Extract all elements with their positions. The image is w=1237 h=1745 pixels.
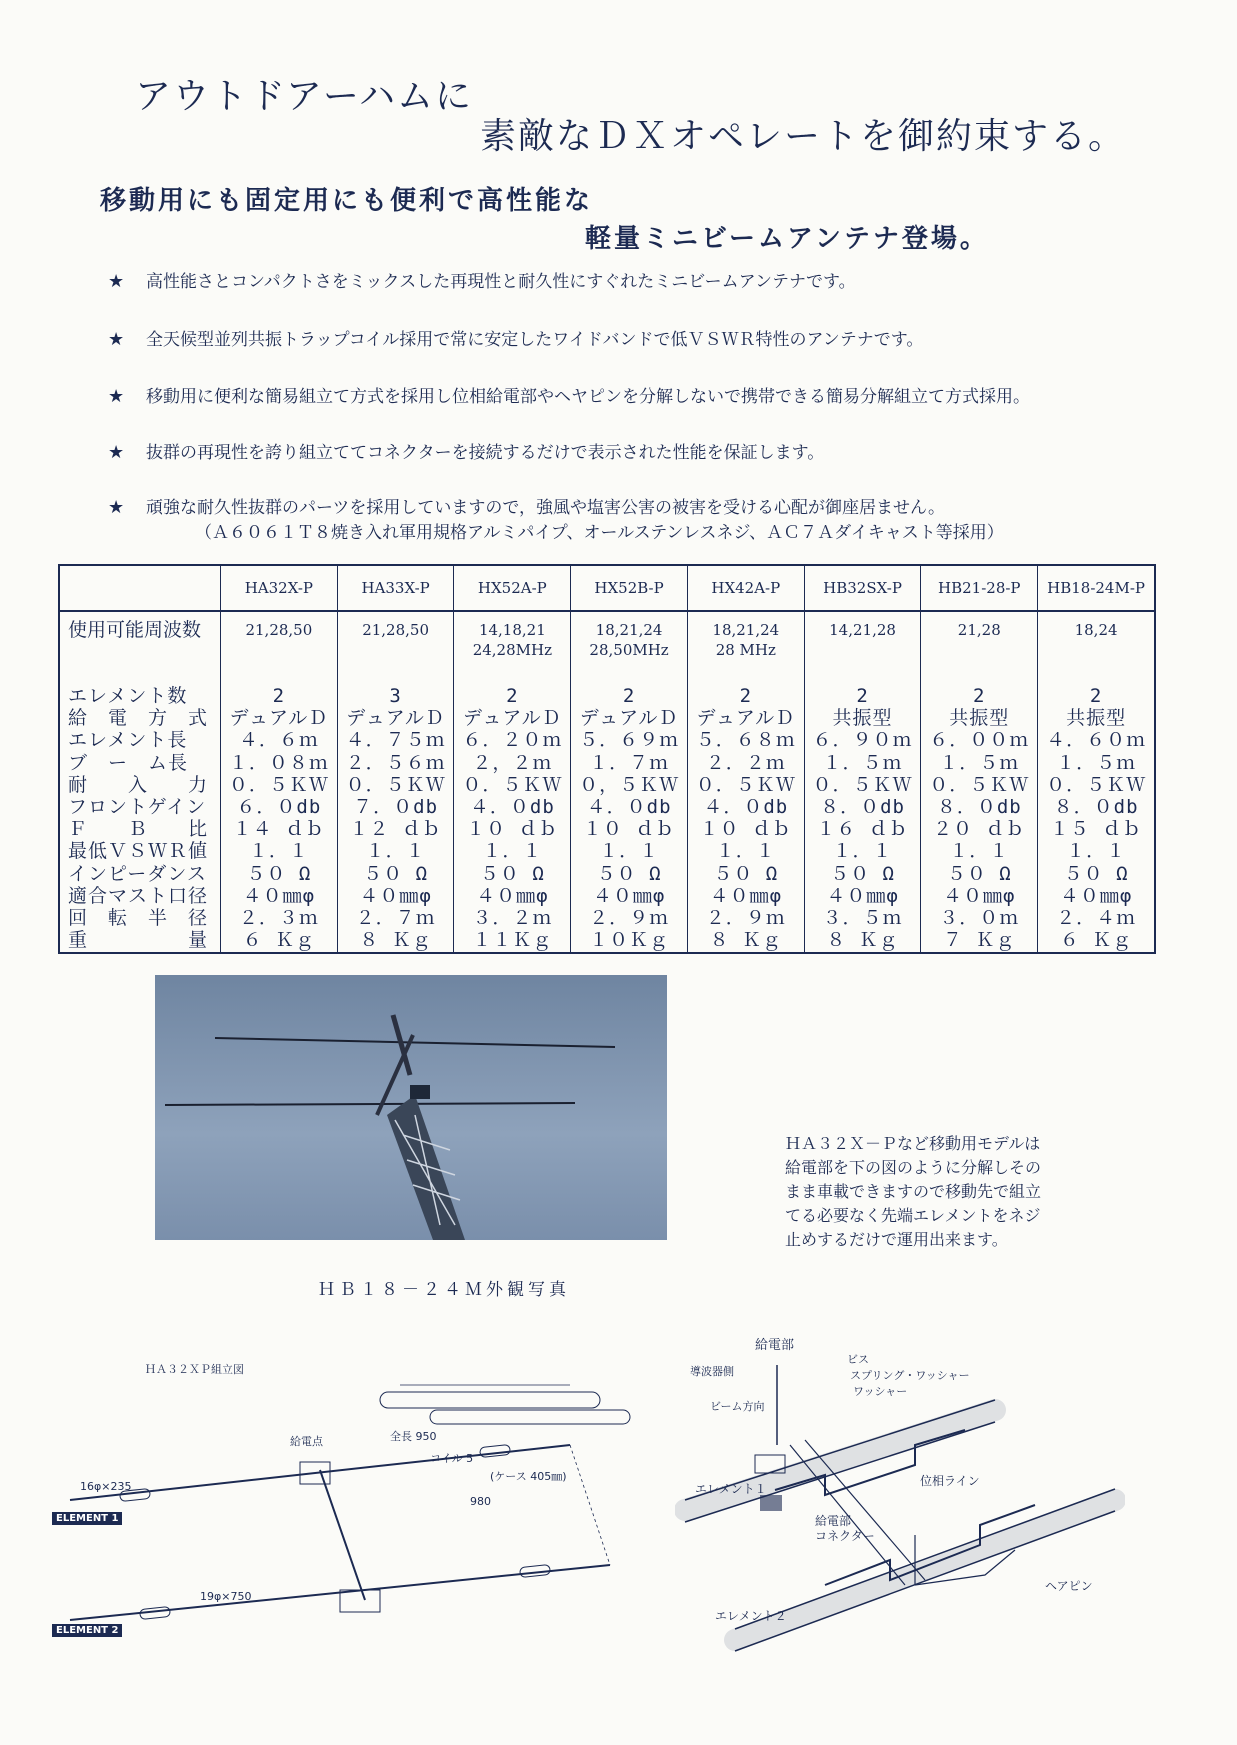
washer-label: ワッシャー [853,1385,908,1398]
spec-cell: ５．６８ｍ [687,730,804,752]
spec-cell: ８ Ｋｇ [804,930,921,953]
freq-line: 18,21,24 [595,621,663,640]
spec-cell: １２ ｄｂ [337,819,454,841]
model-header: HB21-28-P [921,565,1038,611]
spec-row [59,679,1155,707]
spec-row [59,841,1155,863]
spec-cell: １１Ｋｇ [454,930,571,953]
boom-dimension: 980 [470,1495,491,1508]
element2-label: エレメント２ [715,1609,787,1623]
spec-cell: ５０ Ω [571,863,688,885]
spec-cell: 3 [337,679,454,707]
spec-cell: ５０ Ω [921,863,1038,885]
star-icon: ★ [108,497,125,518]
freq-line: 14,18,21 [478,621,546,640]
freq-line: 21,28 [957,621,1001,640]
spec-cell: １０Ｋｇ [571,930,688,953]
element1-tag: ELEMENT 1 [52,1512,122,1525]
spec-cell: ６ Ｋｇ [221,930,338,953]
spec-cell: ４．６０ｍ [1038,730,1155,752]
spec-row [59,707,1155,729]
spec-cell: 共振型 [921,707,1038,729]
spec-cell: ６．００ｍ [921,730,1038,752]
spec-cell: ８．０db [804,796,921,818]
spec-header-row [59,565,1155,611]
spec-cell: １６ ｄｂ [804,819,921,841]
assembly-diagram-svg [50,1350,650,1650]
spec-cell: １０ ｄｂ [571,819,688,841]
assembly-title: ＨＡ３２ＸＰ組立図 [145,1363,244,1376]
hairpin-label: ヘアピン [1045,1579,1093,1593]
spec-cell: ８．０db [1038,796,1155,818]
spec-row-label: エレメント数 [68,684,188,707]
spec-cell: ４０㎜φ [921,885,1038,907]
director-side-label: 導波器側 [690,1365,734,1378]
spec-cell: 2 [221,679,338,707]
freq-line: 28,50MHz [589,641,669,660]
spec-row-label: フロントゲイン [68,795,207,818]
feature-text: 頑強な耐久性抜群のパーツを採用していますので，強風や塩害公害の被害を受ける心配が御座居ません。 [146,498,945,518]
feed-detail-diagram [675,1335,1125,1655]
tube-19-label: 19φ×750 [200,1590,252,1603]
feed-connector-label-1: 給電部 [815,1514,852,1528]
spec-row [59,819,1155,841]
spec-cell: ２．４ｍ [1038,907,1155,929]
spec-cell: ６．０db [221,796,338,818]
spec-cell: ３．５ｍ [804,907,921,929]
spec-cell: 2 [804,679,921,707]
spec-row [59,774,1155,796]
spec-row-label: インピーダンス [68,862,207,885]
spec-cell: １．１ [687,841,804,863]
spec-cell: １．０８ｍ [221,752,338,774]
feature-text: 全天候型並列共振トラップコイル採用で常に安定したワイドバンドで低ＶＳＷＲ特性のアンテナです。 [146,330,924,350]
spec-cell: デュアルＤ [221,707,338,729]
freq-line: 18,24 [1074,621,1118,640]
spec-cell: ７ Ｋｇ [921,930,1038,953]
spec-row-label: 重 量 [68,929,209,952]
freq-cell [1038,611,1155,679]
spec-row [59,863,1155,885]
spec-cell: ４０㎜φ [454,885,571,907]
phase-line-label: 位相ライン [920,1474,980,1488]
headline-line2: 素敵なＤＸオペレートを御約束する。 [480,116,1127,157]
spec-cell: ５０ Ω [221,863,338,885]
spec-cell: ２．９ｍ [687,907,804,929]
model-header: HX52A-P [454,565,571,611]
spec-cell: ２．３ｍ [221,907,338,929]
spec-cell: ４０㎜φ [804,885,921,907]
spec-cell: ０．５ＫＷ [454,774,571,796]
spec-cell: １．７ｍ [571,752,688,774]
spec-cell: ０．５ＫＷ [921,774,1038,796]
spec-cell: ０，５ＫＷ [571,774,688,796]
side-text-line: 給電部を下の図のように分解しその [785,1158,1042,1177]
star-icon: ★ [108,386,125,407]
spec-row [59,907,1155,929]
spec-cell: ５０ Ω [804,863,921,885]
spec-cell: デュアルＤ [687,707,804,729]
feature-item [108,382,1030,407]
spec-cell: ０．５ＫＷ [221,774,338,796]
spec-cell: デュアルＤ [337,707,454,729]
assembly-diagram [50,1350,650,1650]
spec-cell: 2 [921,679,1038,707]
feature-text: 移動用に便利な簡易組立て方式を採用し位相給電部やヘヤピンを分解しないで携帯できる簡易分解組立て方式採用。 [146,387,1030,407]
spec-cell: １．５ｍ [1038,752,1155,774]
spec-cell: ５０ Ω [454,863,571,885]
spec-cell: 2 [454,679,571,707]
spec-cell: ５０ Ω [337,863,454,885]
freq-line: 21,28,50 [245,621,313,640]
side-text-line: ＨＡ３２Ｘ－Ｐなど移動用モデルは [785,1134,1041,1153]
beam-direction-label: ビーム方向 [710,1400,765,1413]
freq-line: 14,21,28 [829,621,896,640]
antenna-photo [155,975,667,1240]
screw-label: ビス [847,1353,869,1366]
spec-cell: ４．６ｍ [221,730,338,752]
spec-cell: 2 [571,679,688,707]
subheadline-line1: 移動用にも固定用にも便利で高性能な [100,186,594,216]
spec-cell: １．１ [571,841,688,863]
spec-cell: １．１ [221,841,338,863]
spec-cell: デュアルＤ [454,707,571,729]
spec-cell: ４０㎜φ [687,885,804,907]
freq-cell [804,611,921,679]
model-header: HA32X-P [221,565,338,611]
feature-text: 抜群の再現性を誇り組立ててコネクターを接続するだけで表示された性能を保証します。 [146,443,825,463]
spec-cell: ２．２ｍ [687,752,804,774]
freq-line: 18,21,24 [712,621,780,640]
star-icon: ★ [108,271,125,292]
feature-item [108,438,824,463]
headline-line1: アウトドアーハムに [135,76,474,117]
freq-cell [337,611,454,679]
spec-cell: ６．９０ｍ [804,730,921,752]
spec-cell: ４．０db [571,796,688,818]
spec-cell: １．１ [921,841,1038,863]
freq-cell [687,611,804,679]
feed-part-label: 給電部 [755,1338,795,1353]
spec-cell: １．１ [1038,841,1155,863]
model-header: HA33X-P [337,565,454,611]
spec-cell: 共振型 [804,707,921,729]
spec-row-label: Ｆ Ｂ 比 [68,818,209,841]
model-header: HX42A-P [687,565,804,611]
spec-cell: １．１ [337,841,454,863]
freq-cell [921,611,1038,679]
spec-cell: 共振型 [1038,707,1155,729]
feature-item [108,325,923,350]
photo-caption: ＨＢ１８－２４Ｍ外観写真 [318,1280,570,1300]
antenna-photo-svg [155,975,667,1240]
spec-cell: １０ ｄｂ [687,819,804,841]
spec-cell: ４０㎜φ [571,885,688,907]
spec-row [59,752,1155,774]
spec-cell: ８．０db [921,796,1038,818]
model-header: HB32SX-P [804,565,921,611]
zenchou-label: 全長 950 [390,1430,437,1443]
spec-table [58,564,1156,954]
freq-line: 24,28MHz [472,641,552,660]
spec-cell: １０ ｄｂ [454,819,571,841]
spec-cell: １５ ｄｂ [1038,819,1155,841]
spec-cell: ４０㎜φ [1038,885,1155,907]
spec-cell: ３．０ｍ [921,907,1038,929]
spec-cell: ０．５ＫＷ [337,774,454,796]
spring-washer-label: スプリング・ワッシャー [850,1369,970,1382]
freq-cell [571,611,688,679]
spec-cell: ６ Ｋｇ [1038,930,1155,953]
case-label: (ケース 405㎜) [490,1470,567,1483]
spec-cell: ２０ ｄｂ [921,819,1038,841]
star-icon: ★ [108,442,125,463]
spec-rows [59,679,1155,953]
spec-cell: ２．７ｍ [337,907,454,929]
spec-cell: ５０ Ω [1038,863,1155,885]
spec-cell: ２，２ｍ [454,752,571,774]
freq-line: 21,28,50 [362,621,429,640]
spec-row [59,885,1155,907]
model-header: HX52B-P [571,565,688,611]
spec-cell: ８ Ｋｇ [337,930,454,953]
spec-cell: ４．０db [687,796,804,818]
subheadline-line2: 軽量ミニビームアンテナ登場。 [585,224,989,254]
spec-row-label: エレメント長 [68,729,188,752]
spec-cell: ０．５ＫＷ [804,774,921,796]
freq-line: 28 MHz [715,641,776,660]
spec-row-label: 耐 入 力 [68,773,209,796]
feature-item [108,493,945,518]
spec-cell: 2 [1038,679,1155,707]
spec-row [59,796,1155,818]
feature-item [108,267,856,292]
tube-16-label: 16φ×235 [80,1480,132,1493]
side-text-line: 止めするだけで運用出来ます。 [785,1230,1008,1249]
element2-tag: ELEMENT 2 [52,1624,122,1637]
spec-header-corner [59,565,221,611]
side-description [785,1132,1075,1252]
side-text-line: てる必要なく先端エレメントをネジ [785,1206,1041,1225]
spec-cell: ４０㎜φ [337,885,454,907]
spec-cell: １．１ [804,841,921,863]
spec-row [59,930,1155,953]
spec-cell: ３．２ｍ [454,907,571,929]
spec-cell: ４．０db [454,796,571,818]
feed-detail-svg [675,1335,1125,1655]
star-icon: ★ [108,329,125,350]
spec-cell: ４０㎜φ [221,885,338,907]
spec-cell: ８ Ｋｇ [687,930,804,953]
freq-cell [221,611,338,679]
spec-cell: ７．０db [337,796,454,818]
spec-cell: １．１ [454,841,571,863]
spec-cell: １．５ｍ [921,752,1038,774]
spec-cell: ０．５ＫＷ [687,774,804,796]
spec-row-label: 最低ＶＳＷＲ値 [68,840,209,863]
feature-note: （Ａ６０６１Ｔ８焼き入れ軍用規格アルミパイプ、オールステンレスネジ、ＡＣ７Ａダイキャスト等採用） [195,523,1004,543]
spec-cell: １．５ｍ [804,752,921,774]
spec-cell: デュアルＤ [571,707,688,729]
spec-row-label: 給 電 方 式 [68,707,209,730]
spec-cell: ２．９ｍ [571,907,688,929]
feature-text: 高性能さとコンパクトさをミックスした再現性と耐久性にすぐれたミニビームアンテナです。 [146,272,856,292]
feed-connector-label-2: コネクター [815,1529,875,1543]
spec-cell: ５０ Ω [687,863,804,885]
feed-point-label: 給電点 [290,1435,323,1448]
spec-cell: ２．５６ｍ [337,752,454,774]
spec-cell: ５．６９ｍ [571,730,688,752]
spec-row [59,730,1155,752]
spec-cell: 2 [687,679,804,707]
model-header: HB18-24M-P [1038,565,1155,611]
spec-row-label: ブ ー ム長 [68,751,189,774]
freq-row [59,611,1155,679]
freq-label: 使用可能周波数 [68,619,202,642]
spec-cell: １４ ｄｂ [221,819,338,841]
coil-label: コイル 5 [430,1452,474,1465]
side-text-line: まま車載できますので移動先で組立 [785,1182,1042,1201]
spec-cell: ０．５ＫＷ [1038,774,1155,796]
freq-cell [454,611,571,679]
spec-row-label: 回 転 半 径 [68,907,209,930]
element1-label: エレメント１ [695,1482,767,1496]
spec-cell: ６．２０ｍ [454,730,571,752]
spec-cell: ４．７５ｍ [337,730,454,752]
spec-row-label: 適合マスト口径 [68,884,209,907]
